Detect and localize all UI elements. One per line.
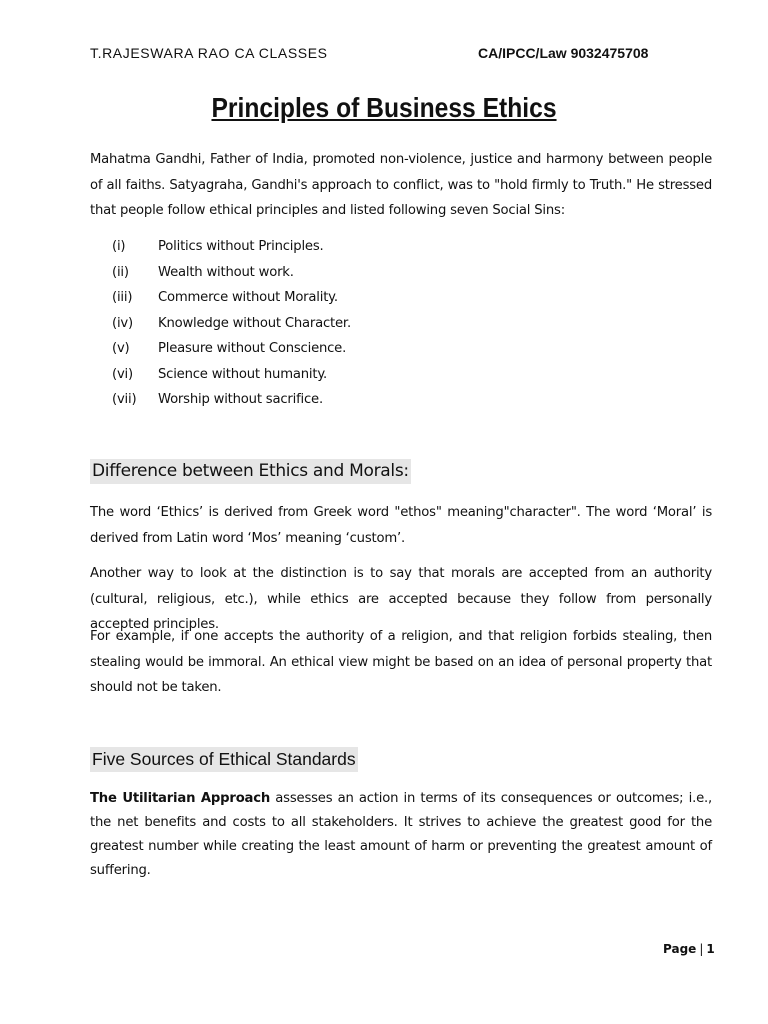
section-heading-ethical-standards: Five Sources of Ethical Standards [90,747,358,772]
intro-paragraph: Mahatma Gandhi, Father of India, promoted non-violence, justice and harmony between people of all faiths. Satyagraha, Gandhi's approach to conflict, was to "hold firmly to Truth." He stressed that people follow ethical principles and listed following seven Social Sins: [90,152,712,218]
utilitarian-paragraph [90,787,712,883]
page-title: Principles of Business Ethics [211,92,557,123]
list-item [112,260,351,286]
header-contact: CA/IPCC/Law 9032475708 [478,45,649,61]
list-item-text: Science without humanity. [158,366,328,382]
ethics-definition-paragraph: The word ‘Ethics’ is derived from Greek word "ethos" meaning"character". The word ‘Moral’ is derived from Latin word ‘Mos’ meaning ‘custom’. [90,505,712,546]
list-item [112,362,351,388]
page-label: Page [663,942,697,956]
list-item-number: (vii) [112,392,137,407]
list-item-text: Pleasure without Conscience. [158,341,347,356]
list-item [112,234,351,260]
list-item [112,387,351,413]
list-item [112,285,351,311]
list-item-number: (i) [112,239,126,254]
list-item-text: Commerce without Morality. [158,290,338,305]
example-paragraph: For example, if one accepts the authority of a religion, and that religion forbids stealing, then stealing would be immoral. An ethical view might be based on an idea of personal property that should not be taken. [90,629,712,695]
list-item-number: (ii) [112,264,129,280]
list-item-number: (v) [112,341,130,356]
page-separator: | [699,942,704,956]
page-footer [663,942,715,956]
social-sins-list [112,234,351,413]
list-item-text: Worship without sacrifice. [158,392,323,407]
list-item-number: (iv) [112,315,133,331]
list-item-text: Knowledge without Character. [158,315,351,331]
list-item-text: Wealth without work. [158,264,294,280]
list-item [112,336,351,362]
list-item [112,311,351,337]
list-item-text: Politics without Principles. [158,239,324,254]
distinction-paragraph: Another way to look at the distinction is to say that morals are accepted from an authority (cultural, religious, etc.), while ethics are accepted because they follow from personally accepted principles. [90,566,712,632]
header-institute: T.RAJESWARA RAO CA CLASSES [90,45,328,61]
utilitarian-description: assesses an action in terms of its consequences or outcomes; i.e., the net benefits and costs to all stakeholders. It strives to achieve the greatest good for the greatest number while creating the least amount of harm or preventing the greatest amount of suffering. [90,791,712,878]
list-item-number: (iii) [112,290,133,305]
page-number: 1 [706,942,715,956]
utilitarian-term: The Utilitarian Approach [90,791,271,806]
list-item-number: (vi) [112,366,133,382]
section-heading-ethics-morals: Difference between Ethics and Morals: [90,459,411,484]
